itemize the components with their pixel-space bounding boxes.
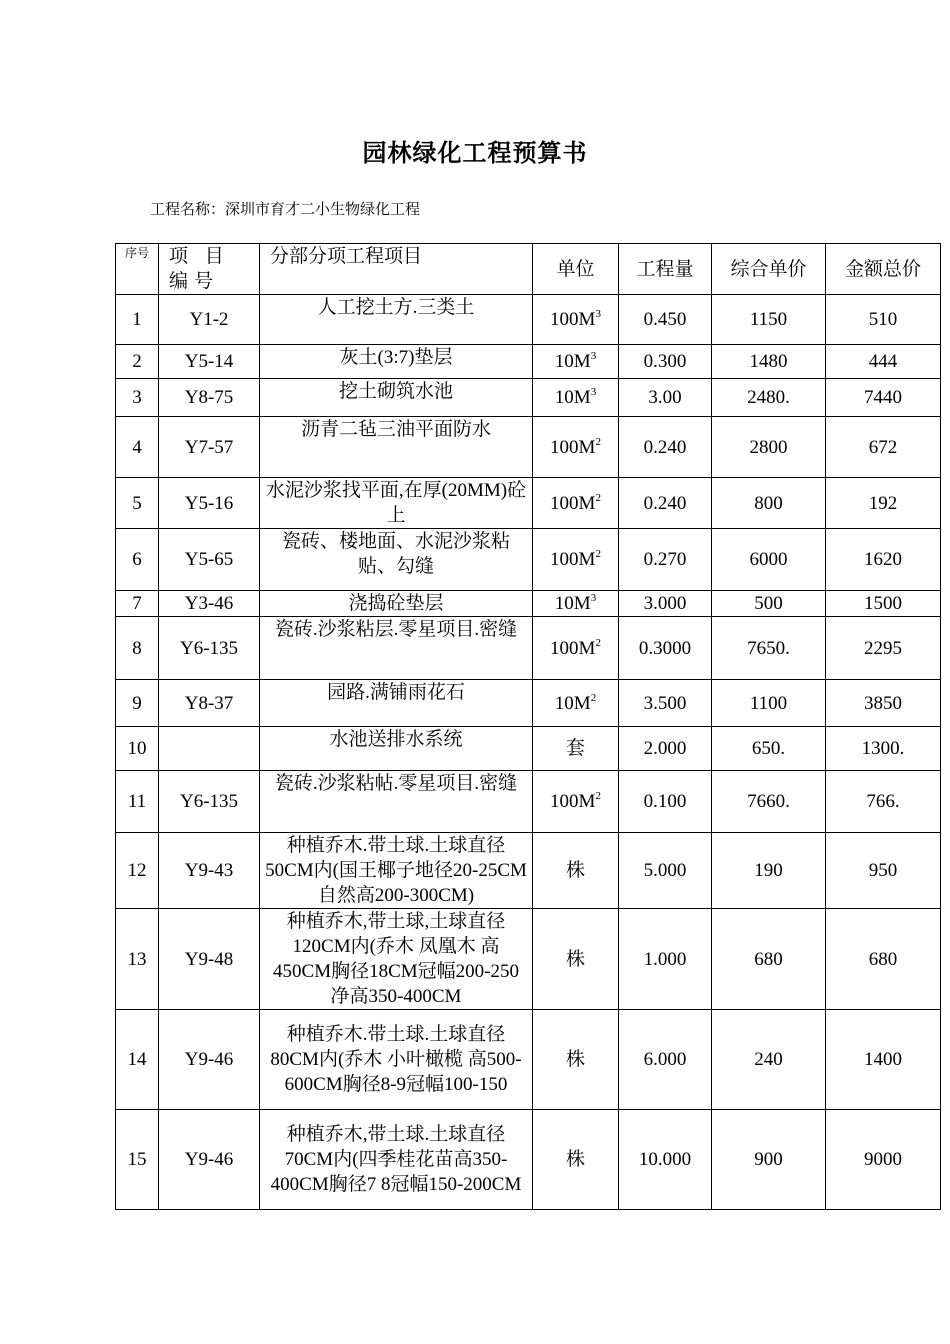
cell-price: 900 — [712, 1110, 826, 1210]
unit-base: 100M — [550, 637, 596, 659]
cell-qty: 0.240 — [619, 417, 712, 478]
cell-item: 瓷砖、楼地面、水泥沙浆粘贴、勾缝 — [260, 529, 533, 591]
cell-item: 种植乔木.带土球.土球直径50CM内(国王椰子地径20-25CM自然高200-300CM) — [260, 833, 533, 909]
cell-total: 680 — [826, 909, 941, 1010]
cell-seq: 1 — [116, 295, 159, 345]
table-row — [116, 478, 941, 529]
cell-qty: 0.270 — [619, 529, 712, 591]
header-unit: 单位 — [533, 244, 619, 295]
unit-base: 10M — [554, 387, 591, 408]
header-price: 综合单价 — [712, 244, 826, 295]
cell-qty: 0.300 — [619, 345, 712, 379]
cell-item: 水泥沙浆找平面,在厚(20MM)砼上 — [260, 478, 533, 529]
unit-exponent: 3 — [595, 308, 601, 320]
cell-seq: 8 — [116, 617, 159, 680]
unit-exponent: 3 — [590, 386, 597, 398]
cell-item: 瓷砖.沙浆粘层.零星项目.密缝 — [260, 617, 533, 680]
cell-code: Y6-135 — [159, 617, 260, 680]
cell-qty: 3.00 — [619, 379, 712, 417]
cell-seq: 14 — [116, 1010, 159, 1110]
unit-exponent: 2 — [595, 636, 601, 649]
cell-qty: 0.450 — [619, 295, 712, 345]
cell-total: 192 — [826, 478, 941, 529]
cell-item: 沥青二毡三油平面防水 — [260, 417, 533, 478]
cell-qty: 1.000 — [619, 909, 712, 1010]
cell-item: 种植乔木,带土球.土球直径70CM内(四季桂花苗高350-400CM胸径7 8冠幅150-200CM — [260, 1110, 533, 1210]
cell-price: 650. — [712, 727, 826, 771]
cell-code: Y9-48 — [159, 909, 260, 1010]
cell-code: Y6-135 — [159, 771, 260, 833]
cell-price: 190 — [712, 833, 826, 909]
cell-unit: 套 — [533, 727, 619, 771]
cell-total: 2295 — [826, 617, 941, 680]
cell-code: Y9-46 — [159, 1110, 260, 1210]
cell-total: 950 — [826, 833, 941, 909]
cell-unit — [533, 771, 619, 833]
table-body — [116, 295, 941, 1210]
cell-qty: 0.100 — [619, 771, 712, 833]
unit-base: 100M — [550, 492, 596, 514]
cell-seq: 11 — [116, 771, 159, 833]
header-item: 分部分项工程项目 — [260, 244, 533, 295]
cell-total: 9000 — [826, 1110, 941, 1210]
cell-seq: 9 — [116, 680, 159, 727]
cell-unit — [533, 478, 619, 529]
unit-exponent: 2 — [595, 790, 601, 802]
cell-seq: 2 — [116, 345, 159, 379]
cell-price: 1100 — [712, 680, 826, 727]
cell-total: 444 — [826, 345, 941, 379]
cell-unit: 株 — [533, 1010, 619, 1110]
cell-total: 7440 — [826, 379, 941, 417]
table-row — [116, 680, 941, 727]
cell-price: 6000 — [712, 529, 826, 591]
table-row — [116, 617, 941, 680]
cell-seq: 15 — [116, 1110, 159, 1210]
cell-code — [159, 727, 260, 771]
table-row — [116, 833, 941, 909]
cell-seq: 13 — [116, 909, 159, 1010]
cell-code: Y7-57 — [159, 417, 260, 478]
unit-base: 100M — [550, 791, 596, 812]
project-name: 工程名称：深圳市育才二小生物绿化工程 — [150, 202, 421, 218]
cell-code: Y1-2 — [159, 295, 260, 345]
table-row — [116, 771, 941, 833]
unit-base: 100M — [550, 436, 596, 458]
unit-exponent: 2 — [590, 691, 597, 704]
cell-item: 人工挖土方.三类土 — [260, 295, 533, 345]
cell-code: Y3-46 — [159, 591, 260, 617]
cell-qty: 3.000 — [619, 591, 712, 617]
cell-price: 7650. — [712, 617, 826, 680]
cell-price: 1480 — [712, 345, 826, 379]
cell-unit — [533, 345, 619, 379]
cell-unit — [533, 295, 619, 345]
cell-code: Y5-14 — [159, 345, 260, 379]
table-row — [116, 1010, 941, 1110]
cell-unit — [533, 591, 619, 617]
cell-code: Y5-65 — [159, 529, 260, 591]
unit-exponent: 2 — [595, 548, 601, 560]
header-seq: 序号 — [116, 244, 159, 295]
table-header-row — [116, 244, 941, 295]
cell-item: 挖土砌筑水池 — [260, 379, 533, 417]
cell-price: 2800 — [712, 417, 826, 478]
cell-item: 园路.满铺雨花石 — [260, 680, 533, 727]
table-row — [116, 379, 941, 417]
cell-price: 800 — [712, 478, 826, 529]
cell-price: 500 — [712, 591, 826, 617]
cell-code: Y8-75 — [159, 379, 260, 417]
cell-seq: 3 — [116, 379, 159, 417]
cell-code: Y9-46 — [159, 1010, 260, 1110]
cell-unit: 株 — [533, 1110, 619, 1210]
cell-total: 1300. — [826, 727, 941, 771]
unit-base: 100M — [550, 309, 596, 330]
cell-item: 瓷砖.沙浆粘帖.零星项目.密缝 — [260, 771, 533, 833]
cell-qty: 2.000 — [619, 727, 712, 771]
table-row — [116, 909, 941, 1010]
cell-unit — [533, 617, 619, 680]
cell-qty: 3.500 — [619, 680, 712, 727]
header-code: 项 目 编号 — [159, 244, 260, 295]
cell-item: 种植乔木.带土球.土球直径80CM内(乔木 小叶橄榄 高500-600CM胸径8-9冠幅100-150 — [260, 1010, 533, 1110]
unit-exponent: 3 — [590, 350, 597, 362]
unit-base: 10M — [554, 692, 591, 714]
document-title: 园林绿化工程预算书 — [362, 141, 588, 167]
cell-seq: 10 — [116, 727, 159, 771]
cell-seq: 12 — [116, 833, 159, 909]
cell-total: 766. — [826, 771, 941, 833]
cell-seq: 6 — [116, 529, 159, 591]
cell-total: 1500 — [826, 591, 941, 617]
cell-qty: 10.000 — [619, 1110, 712, 1210]
cell-item: 浇捣砼垫层 — [260, 591, 533, 617]
cell-code: Y9-43 — [159, 833, 260, 909]
unit-exponent: 2 — [595, 435, 601, 448]
unit-base: 10M — [554, 351, 591, 372]
cell-seq: 4 — [116, 417, 159, 478]
cell-unit: 株 — [533, 909, 619, 1010]
cell-price: 680 — [712, 909, 826, 1010]
cell-seq: 7 — [116, 591, 159, 617]
table-row — [116, 727, 941, 771]
cell-total: 1400 — [826, 1010, 941, 1110]
table-row — [116, 295, 941, 345]
cell-price: 240 — [712, 1010, 826, 1110]
cell-total: 672 — [826, 417, 941, 478]
unit-base: 100M — [550, 549, 596, 570]
cell-price: 7660. — [712, 771, 826, 833]
unit-exponent: 3 — [590, 592, 597, 604]
cell-seq: 5 — [116, 478, 159, 529]
table-row — [116, 417, 941, 478]
budget-table — [115, 243, 941, 1210]
cell-total: 1620 — [826, 529, 941, 591]
cell-total: 510 — [826, 295, 941, 345]
cell-qty: 6.000 — [619, 1010, 712, 1110]
cell-code: Y5-16 — [159, 478, 260, 529]
unit-base: 10M — [554, 593, 591, 614]
cell-item: 灰土(3:7)垫层 — [260, 345, 533, 379]
table-row — [116, 591, 941, 617]
cell-item: 种植乔木,带土球,土球直径120CM内(乔木 凤凰木 高450CM胸径18CM冠幅200-250净高350-400CM — [260, 909, 533, 1010]
cell-unit: 株 — [533, 833, 619, 909]
unit-exponent: 2 — [595, 491, 601, 504]
cell-price: 2480. — [712, 379, 826, 417]
cell-unit — [533, 417, 619, 478]
header-qty: 工程量 — [619, 244, 712, 295]
cell-qty: 0.3000 — [619, 617, 712, 680]
cell-unit — [533, 680, 619, 727]
cell-code: Y8-37 — [159, 680, 260, 727]
cell-price: 1150 — [712, 295, 826, 345]
table-row — [116, 1110, 941, 1210]
cell-qty: 0.240 — [619, 478, 712, 529]
cell-unit — [533, 379, 619, 417]
cell-qty: 5.000 — [619, 833, 712, 909]
cell-item: 水池送排水系统 — [260, 727, 533, 771]
cell-total: 3850 — [826, 680, 941, 727]
header-total: 金额总价 — [826, 244, 941, 295]
cell-unit — [533, 529, 619, 591]
table-row — [116, 529, 941, 591]
table-row — [116, 345, 941, 379]
